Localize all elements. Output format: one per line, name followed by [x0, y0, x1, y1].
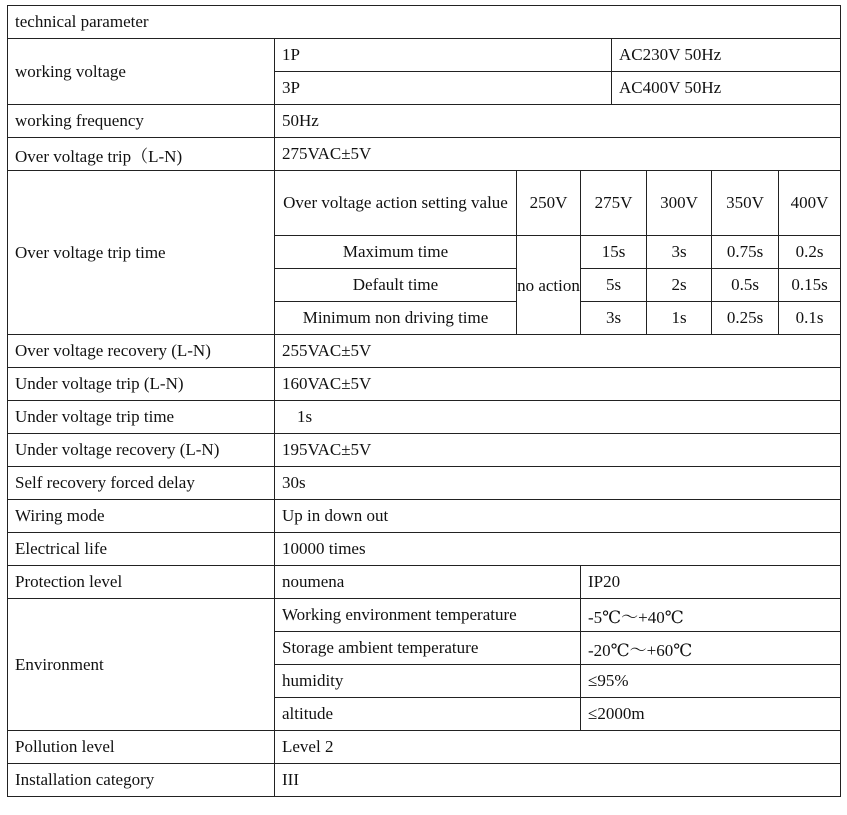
protection-level-value: noumena [275, 566, 581, 599]
wiring-mode-label: Wiring mode [8, 500, 275, 533]
protection-level-label: Protection level [8, 566, 275, 599]
time-row-label: Minimum non driving time [275, 302, 517, 335]
table-row [8, 500, 841, 533]
table-row [8, 467, 841, 500]
environment-value: -20℃～+60℃ [581, 632, 841, 665]
over-voltage-recovery-label: Over voltage recovery (L-N) [8, 335, 275, 368]
column-header: 275V [581, 171, 647, 236]
table-title: technical parameter [8, 6, 841, 39]
pollution-level-value: Level 2 [275, 731, 841, 764]
voltage-value: AC230V 50Hz [612, 39, 841, 72]
over-voltage-trip-time-label: Over voltage trip time [8, 171, 275, 335]
table-row [8, 39, 841, 72]
environment-item: Storage ambient temperature [275, 632, 581, 665]
time-value: 3s [581, 302, 647, 335]
time-value: 0.15s [779, 269, 841, 302]
column-header: 350V [712, 171, 779, 236]
table-row [8, 335, 841, 368]
no-action-cell: no action [517, 236, 581, 335]
environment-value: ≤2000m [581, 698, 841, 731]
working-frequency-value: 50Hz [275, 105, 841, 138]
voltage-phase: 1P [275, 39, 612, 72]
setting-value-header: Over voltage action setting value [275, 171, 517, 236]
environment-value: ≤95% [581, 665, 841, 698]
time-value: 0.25s [712, 302, 779, 335]
column-header: 400V [779, 171, 841, 236]
under-voltage-trip-time-value: 1s [275, 401, 841, 434]
working-frequency-label: working frequency [8, 105, 275, 138]
pollution-level-label: Pollution level [8, 731, 275, 764]
table-row [8, 401, 841, 434]
table-row [8, 434, 841, 467]
electrical-life-value: 10000 times [275, 533, 841, 566]
table-row [8, 764, 841, 797]
wiring-mode-value: Up in down out [275, 500, 841, 533]
table-row [8, 731, 841, 764]
time-value: 15s [581, 236, 647, 269]
table-row [8, 566, 841, 599]
environment-value: -5℃～+40℃ [581, 599, 841, 632]
time-value: 2s [647, 269, 712, 302]
table-row [8, 368, 841, 401]
time-row-label: Maximum time [275, 236, 517, 269]
working-voltage-label: working voltage [8, 39, 275, 105]
protection-level-rating: IP20 [581, 566, 841, 599]
voltage-phase: 3P [275, 72, 612, 105]
electrical-life-label: Electrical life [8, 533, 275, 566]
time-row-label: Default time [275, 269, 517, 302]
under-voltage-trip-label: Under voltage trip (L-N) [8, 368, 275, 401]
table-row [8, 105, 841, 138]
time-value: 1s [647, 302, 712, 335]
time-value: 0.2s [779, 236, 841, 269]
environment-label: Environment [8, 599, 275, 731]
over-voltage-trip-label: Over voltage trip（L-N) [8, 138, 275, 171]
voltage-value: AC400V 50Hz [612, 72, 841, 105]
over-voltage-trip-value: 275VAC±5V [275, 138, 841, 171]
installation-category-value: III [275, 764, 841, 797]
technical-parameter-table [7, 5, 841, 797]
time-value: 5s [581, 269, 647, 302]
installation-category-label: Installation category [8, 764, 275, 797]
environment-item: humidity [275, 665, 581, 698]
column-header: 250V [517, 171, 581, 236]
under-voltage-trip-time-label: Under voltage trip time [8, 401, 275, 434]
time-value: 3s [647, 236, 712, 269]
under-voltage-trip-value: 160VAC±5V [275, 368, 841, 401]
under-voltage-recovery-value: 195VAC±5V [275, 434, 841, 467]
environment-item: Working environment temperature [275, 599, 581, 632]
table-row [8, 171, 841, 236]
column-header: 300V [647, 171, 712, 236]
table-row [8, 533, 841, 566]
table-row [8, 138, 841, 171]
table-row [8, 599, 841, 632]
time-value: 0.75s [712, 236, 779, 269]
environment-item: altitude [275, 698, 581, 731]
time-value: 0.1s [779, 302, 841, 335]
over-voltage-recovery-value: 255VAC±5V [275, 335, 841, 368]
self-recovery-delay-label: Self recovery forced delay [8, 467, 275, 500]
under-voltage-recovery-label: Under voltage recovery (L-N) [8, 434, 275, 467]
time-value: 0.5s [712, 269, 779, 302]
table-row [8, 6, 841, 39]
self-recovery-delay-value: 30s [275, 467, 841, 500]
